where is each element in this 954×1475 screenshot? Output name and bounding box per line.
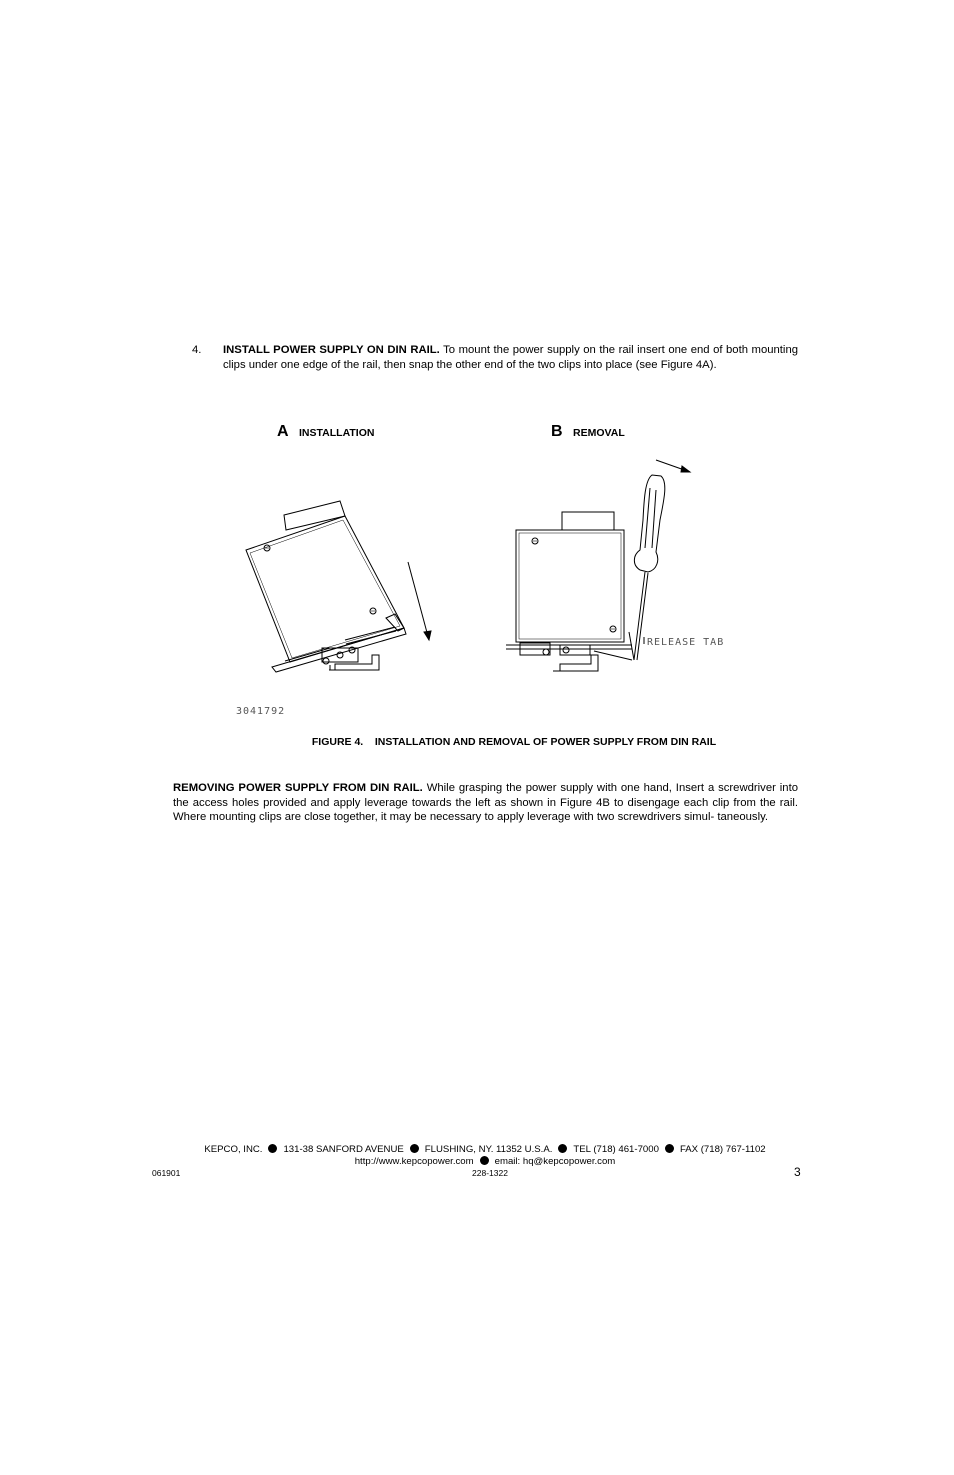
- footer-address: 131-38 SANFORD AVENUE: [283, 1144, 404, 1155]
- panel-b-letter: B: [551, 423, 563, 440]
- bullet-icon: [410, 1144, 419, 1153]
- footer-date-code: 061901: [152, 1168, 181, 1178]
- item-number: 4.: [192, 344, 202, 356]
- bullet-icon: [665, 1144, 674, 1153]
- removing-heading: REMOVING POWER SUPPLY FROM DIN RAIL.: [173, 782, 423, 794]
- footer-fax: FAX (718) 767-1102: [679, 1144, 766, 1155]
- footer-company: KEPCO, INC.: [204, 1144, 263, 1155]
- removing-paragraph: [173, 781, 798, 825]
- footer-web: http://www.kepcopower.com: [354, 1156, 474, 1167]
- footer-email: email: hq@kepcopower.com: [494, 1156, 616, 1167]
- install-body: To mount the power supply on the rail insert one end of both mounting clips under one edge of the rail, then snap the other end of the two clips into place (see Figure 4A).: [223, 344, 799, 371]
- page-number: 3: [794, 1165, 801, 1179]
- drawing-number: 3041792: [236, 706, 286, 717]
- bullet-icon: [558, 1144, 567, 1153]
- footer-line-1: [160, 1144, 810, 1155]
- removing-body: While grasping the power supply with one hand, Insert a screwdriver into the access holes provided and apply leverage towards the left as shown in Figure 4B to disengage each clip from the rail. Where mounting clips are close together, it may be necessary to apply leverage with two screwdrivers simul- taneously.: [173, 782, 798, 823]
- release-tab-label: RELEASE TAB: [647, 637, 725, 648]
- figure-caption: FIGURE 4. INSTALLATION AND REMOVAL OF POWER SUPPLY FROM DIN RAIL: [311, 736, 717, 748]
- panel-a-letter: A: [277, 423, 289, 440]
- footer-tel: TEL (718) 461-7000: [573, 1144, 659, 1155]
- install-heading: INSTALL POWER SUPPLY ON DIN RAIL.: [223, 344, 440, 356]
- footer-city: FLUSHING, NY. 11352 U.S.A.: [424, 1144, 553, 1155]
- footer-doc-number: 228-1322: [472, 1168, 508, 1178]
- panel-b-label: REMOVAL: [573, 427, 625, 439]
- bullet-icon: [480, 1156, 489, 1165]
- panel-a-label: INSTALLATION: [299, 427, 375, 439]
- footer-line-2: [160, 1156, 810, 1167]
- bullet-icon: [268, 1144, 277, 1153]
- installation-drawing: [246, 501, 431, 672]
